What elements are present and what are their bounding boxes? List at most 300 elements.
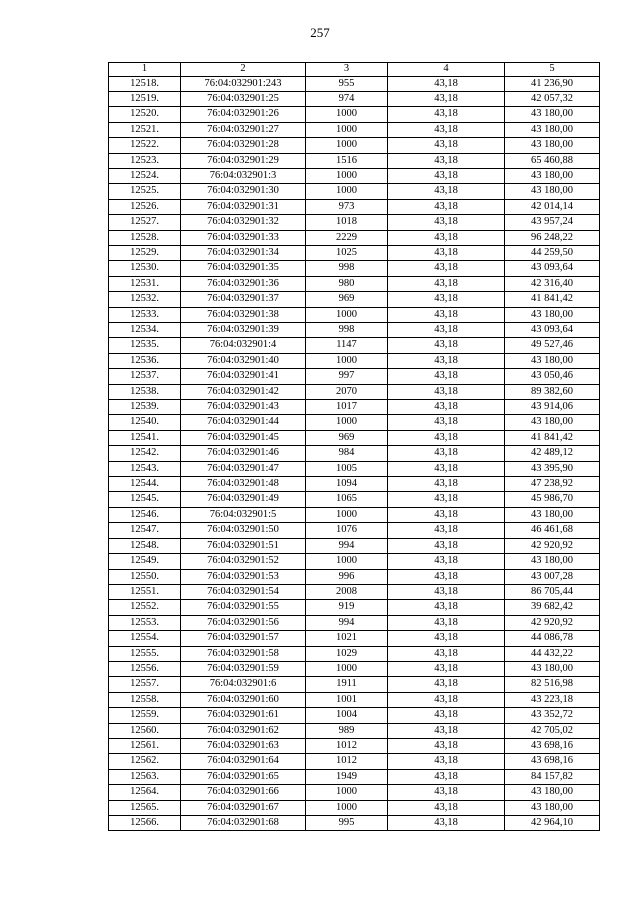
area-cell: 1000 [306,307,388,322]
amount-cell: 43 180,00 [505,184,600,199]
amount-cell: 43 180,00 [505,122,600,137]
table-row [109,338,600,353]
area-cell: 2229 [306,230,388,245]
cadastral-number-cell: 76:04:032901:34 [181,245,306,260]
row-number-cell: 12518. [109,76,181,91]
table-row [109,446,600,461]
amount-cell: 43 180,00 [505,507,600,522]
row-number-cell: 12554. [109,631,181,646]
cadastral-number-cell: 76:04:032901:60 [181,692,306,707]
cadastral-number-cell: 76:04:032901:25 [181,91,306,106]
cadastral-number-cell: 76:04:032901:42 [181,384,306,399]
amount-cell: 42 705,02 [505,723,600,738]
area-cell: 1094 [306,477,388,492]
rate-cell: 43,18 [388,584,505,599]
row-number-cell: 12531. [109,276,181,291]
cadastral-number-cell: 76:04:032901:62 [181,723,306,738]
rate-cell: 43,18 [388,631,505,646]
table-row [109,430,600,445]
table-row [109,215,600,230]
rate-cell: 43,18 [388,415,505,430]
amount-cell: 42 920,92 [505,615,600,630]
table-row [109,492,600,507]
table-row [109,523,600,538]
cadastral-number-cell: 76:04:032901:52 [181,554,306,569]
rate-cell: 43,18 [388,107,505,122]
row-number-cell: 12563. [109,769,181,784]
area-cell: 1000 [306,122,388,137]
area-cell: 989 [306,723,388,738]
row-number-cell: 12547. [109,523,181,538]
area-cell: 1516 [306,153,388,168]
cadastral-number-cell: 76:04:032901:63 [181,738,306,753]
amount-cell: 43 093,64 [505,261,600,276]
column-header: 1 [109,63,181,77]
cadastral-number-cell: 76:04:032901:35 [181,261,306,276]
cadastral-number-cell: 76:04:032901:51 [181,538,306,553]
cadastral-number-cell: 76:04:032901:54 [181,584,306,599]
table-row [109,631,600,646]
table-row [109,307,600,322]
rate-cell: 43,18 [388,816,505,831]
table-row [109,400,600,415]
table-row [109,122,600,137]
area-cell: 980 [306,276,388,291]
row-number-cell: 12562. [109,754,181,769]
amount-cell: 43 914,06 [505,400,600,415]
cadastral-number-cell: 76:04:032901:59 [181,661,306,676]
rate-cell: 43,18 [388,307,505,322]
table-row [109,168,600,183]
area-cell: 1005 [306,461,388,476]
rate-cell: 43,18 [388,723,505,738]
rate-cell: 43,18 [388,554,505,569]
rate-cell: 43,18 [388,692,505,707]
rate-cell: 43,18 [388,430,505,445]
cadastral-number-cell: 76:04:032901:28 [181,138,306,153]
table-row [109,661,600,676]
table-row [109,230,600,245]
rate-cell: 43,18 [388,353,505,368]
table-row [109,76,600,91]
rate-cell: 43,18 [388,369,505,384]
area-cell: 1000 [306,107,388,122]
rate-cell: 43,18 [388,677,505,692]
row-number-cell: 12538. [109,384,181,399]
rate-cell: 43,18 [388,199,505,214]
amount-cell: 47 238,92 [505,477,600,492]
area-cell: 1000 [306,168,388,183]
rate-cell: 43,18 [388,446,505,461]
area-cell: 1147 [306,338,388,353]
area-cell: 1000 [306,138,388,153]
area-cell: 973 [306,199,388,214]
area-cell: 1000 [306,507,388,522]
table-row [109,738,600,753]
row-number-cell: 12539. [109,400,181,415]
area-cell: 996 [306,569,388,584]
amount-cell: 42 057,32 [505,91,600,106]
row-number-cell: 12566. [109,816,181,831]
cadastral-number-cell: 76:04:032901:68 [181,816,306,831]
amount-cell: 43 180,00 [505,554,600,569]
area-cell: 997 [306,369,388,384]
table-row [109,353,600,368]
area-cell: 995 [306,816,388,831]
rate-cell: 43,18 [388,153,505,168]
table-row [109,153,600,168]
amount-cell: 89 382,60 [505,384,600,399]
table-row [109,816,600,831]
rate-cell: 43,18 [388,600,505,615]
amount-cell: 43 698,16 [505,738,600,753]
area-cell: 1000 [306,800,388,815]
area-cell: 2070 [306,384,388,399]
amount-cell: 43 093,64 [505,323,600,338]
amount-cell: 39 682,42 [505,600,600,615]
amount-cell: 44 086,78 [505,631,600,646]
table-header-row [109,63,600,77]
area-cell: 1000 [306,554,388,569]
cadastral-number-cell: 76:04:032901:27 [181,122,306,137]
area-cell: 1949 [306,769,388,784]
table-row [109,91,600,106]
area-cell: 998 [306,323,388,338]
row-number-cell: 12540. [109,415,181,430]
cadastral-number-cell: 76:04:032901:50 [181,523,306,538]
rate-cell: 43,18 [388,492,505,507]
table-row [109,615,600,630]
row-number-cell: 12565. [109,800,181,815]
page-number: 257 [310,25,330,40]
row-number-cell: 12520. [109,107,181,122]
cadastral-number-cell: 76:04:032901:45 [181,430,306,445]
cadastral-number-cell: 76:04:032901:48 [181,477,306,492]
table-row [109,538,600,553]
rate-cell: 43,18 [388,538,505,553]
area-cell: 984 [306,446,388,461]
cadastral-number-cell: 76:04:032901:39 [181,323,306,338]
row-number-cell: 12522. [109,138,181,153]
amount-cell: 46 461,68 [505,523,600,538]
cadastral-number-cell: 76:04:032901:30 [181,184,306,199]
row-number-cell: 12551. [109,584,181,599]
cadastral-number-cell: 76:04:032901:46 [181,446,306,461]
cadastral-number-cell: 76:04:032901:6 [181,677,306,692]
row-number-cell: 12549. [109,554,181,569]
rate-cell: 43,18 [388,738,505,753]
table-row [109,199,600,214]
row-number-cell: 12535. [109,338,181,353]
amount-cell: 41 841,42 [505,430,600,445]
amount-cell: 43 180,00 [505,107,600,122]
area-cell: 1004 [306,708,388,723]
cadastral-number-cell: 76:04:032901:43 [181,400,306,415]
rate-cell: 43,18 [388,569,505,584]
cadastral-number-cell: 76:04:032901:47 [181,461,306,476]
rate-cell: 43,18 [388,769,505,784]
cadastral-number-cell: 76:04:032901:31 [181,199,306,214]
row-number-cell: 12519. [109,91,181,106]
row-number-cell: 12546. [109,507,181,522]
cadastral-number-cell: 76:04:032901:26 [181,107,306,122]
area-cell: 2008 [306,584,388,599]
rate-cell: 43,18 [388,138,505,153]
amount-cell: 49 527,46 [505,338,600,353]
table-row [109,184,600,199]
amount-cell: 43 180,00 [505,800,600,815]
area-cell: 1012 [306,754,388,769]
amount-cell: 42 920,92 [505,538,600,553]
table-row [109,692,600,707]
amount-cell: 65 460,88 [505,153,600,168]
area-cell: 1029 [306,646,388,661]
rate-cell: 43,18 [388,384,505,399]
data-table [108,62,600,831]
area-cell: 1012 [306,738,388,753]
table-row [109,323,600,338]
amount-cell: 96 248,22 [505,230,600,245]
amount-cell: 43 957,24 [505,215,600,230]
table-row [109,708,600,723]
rate-cell: 43,18 [388,338,505,353]
area-cell: 994 [306,538,388,553]
table-row [109,785,600,800]
table-row [109,723,600,738]
row-number-cell: 12530. [109,261,181,276]
row-number-cell: 12533. [109,307,181,322]
area-cell: 1000 [306,415,388,430]
table-row [109,276,600,291]
row-number-cell: 12543. [109,461,181,476]
amount-cell: 45 986,70 [505,492,600,507]
row-number-cell: 12532. [109,292,181,307]
table-row [109,677,600,692]
area-cell: 1025 [306,245,388,260]
cadastral-number-cell: 76:04:032901:49 [181,492,306,507]
row-number-cell: 12555. [109,646,181,661]
area-cell: 1021 [306,631,388,646]
cadastral-number-cell: 76:04:032901:58 [181,646,306,661]
row-number-cell: 12525. [109,184,181,199]
amount-cell: 43 180,00 [505,661,600,676]
rate-cell: 43,18 [388,323,505,338]
amount-cell: 43 395,90 [505,461,600,476]
rate-cell: 43,18 [388,615,505,630]
table-row [109,507,600,522]
row-number-cell: 12524. [109,168,181,183]
column-header: 3 [306,63,388,77]
area-cell: 1018 [306,215,388,230]
cadastral-number-cell: 76:04:032901:65 [181,769,306,784]
amount-cell: 43 180,00 [505,353,600,368]
table-row [109,600,600,615]
cadastral-number-cell: 76:04:032901:41 [181,369,306,384]
amount-cell: 42 489,12 [505,446,600,461]
cadastral-number-cell: 76:04:032901:64 [181,754,306,769]
row-number-cell: 12542. [109,446,181,461]
row-number-cell: 12534. [109,323,181,338]
rate-cell: 43,18 [388,754,505,769]
amount-cell: 43 050,46 [505,369,600,384]
area-cell: 969 [306,430,388,445]
row-number-cell: 12528. [109,230,181,245]
cadastral-number-cell: 76:04:032901:29 [181,153,306,168]
row-number-cell: 12537. [109,369,181,384]
table-row [109,769,600,784]
rate-cell: 43,18 [388,477,505,492]
amount-cell: 43 180,00 [505,785,600,800]
area-cell: 1000 [306,785,388,800]
amount-cell: 43 180,00 [505,307,600,322]
cadastral-number-cell: 76:04:032901:32 [181,215,306,230]
row-number-cell: 12550. [109,569,181,584]
table-row [109,245,600,260]
row-number-cell: 12557. [109,677,181,692]
table-row [109,569,600,584]
row-number-cell: 12521. [109,122,181,137]
rate-cell: 43,18 [388,184,505,199]
table-row [109,461,600,476]
area-cell: 955 [306,76,388,91]
row-number-cell: 12561. [109,738,181,753]
column-header: 5 [505,63,600,77]
area-cell: 1017 [306,400,388,415]
table-row [109,138,600,153]
row-number-cell: 12541. [109,430,181,445]
amount-cell: 43 007,28 [505,569,600,584]
rate-cell: 43,18 [388,507,505,522]
table-row [109,384,600,399]
cadastral-number-cell: 76:04:032901:57 [181,631,306,646]
rate-cell: 43,18 [388,276,505,291]
area-cell: 1911 [306,677,388,692]
area-cell: 1000 [306,184,388,199]
area-cell: 1065 [306,492,388,507]
row-number-cell: 12527. [109,215,181,230]
row-number-cell: 12526. [109,199,181,214]
row-number-cell: 12545. [109,492,181,507]
cadastral-number-cell: 76:04:032901:5 [181,507,306,522]
rate-cell: 43,18 [388,215,505,230]
rate-cell: 43,18 [388,661,505,676]
table-row [109,554,600,569]
area-cell: 969 [306,292,388,307]
column-header: 2 [181,63,306,77]
row-number-cell: 12544. [109,477,181,492]
cadastral-number-cell: 76:04:032901:61 [181,708,306,723]
table-row [109,646,600,661]
row-number-cell: 12523. [109,153,181,168]
rate-cell: 43,18 [388,708,505,723]
amount-cell: 82 516,98 [505,677,600,692]
table-row [109,800,600,815]
table-row [109,415,600,430]
cadastral-number-cell: 76:04:032901:243 [181,76,306,91]
amount-cell: 41 841,42 [505,292,600,307]
row-number-cell: 12558. [109,692,181,707]
cadastral-number-cell: 76:04:032901:56 [181,615,306,630]
rate-cell: 43,18 [388,76,505,91]
amount-cell: 43 352,72 [505,708,600,723]
amount-cell: 86 705,44 [505,584,600,599]
cadastral-number-cell: 76:04:032901:66 [181,785,306,800]
rate-cell: 43,18 [388,461,505,476]
area-cell: 1000 [306,353,388,368]
amount-cell: 43 180,00 [505,138,600,153]
amount-cell: 44 259,50 [505,245,600,260]
amount-cell: 84 157,82 [505,769,600,784]
cadastral-number-cell: 76:04:032901:55 [181,600,306,615]
column-header: 4 [388,63,505,77]
rate-cell: 43,18 [388,230,505,245]
area-cell: 1001 [306,692,388,707]
rate-cell: 43,18 [388,292,505,307]
cadastral-number-cell: 76:04:032901:3 [181,168,306,183]
rate-cell: 43,18 [388,800,505,815]
cadastral-number-cell: 76:04:032901:67 [181,800,306,815]
table-row [109,261,600,276]
table-row [109,754,600,769]
cadastral-number-cell: 76:04:032901:40 [181,353,306,368]
rate-cell: 43,18 [388,400,505,415]
cadastral-number-cell: 76:04:032901:38 [181,307,306,322]
rate-cell: 43,18 [388,122,505,137]
table-row [109,107,600,122]
row-number-cell: 12536. [109,353,181,368]
table-row [109,292,600,307]
area-cell: 1076 [306,523,388,538]
cadastral-number-cell: 76:04:032901:44 [181,415,306,430]
area-cell: 994 [306,615,388,630]
amount-cell: 42 316,40 [505,276,600,291]
amount-cell: 42 014,14 [505,199,600,214]
area-cell: 919 [306,600,388,615]
cadastral-number-cell: 76:04:032901:36 [181,276,306,291]
amount-cell: 42 964,10 [505,816,600,831]
rate-cell: 43,18 [388,261,505,276]
rate-cell: 43,18 [388,168,505,183]
amount-cell: 43 223,18 [505,692,600,707]
rate-cell: 43,18 [388,785,505,800]
area-cell: 998 [306,261,388,276]
row-number-cell: 12564. [109,785,181,800]
amount-cell: 43 698,16 [505,754,600,769]
row-number-cell: 12548. [109,538,181,553]
rate-cell: 43,18 [388,646,505,661]
rate-cell: 43,18 [388,523,505,538]
table-row [109,369,600,384]
row-number-cell: 12552. [109,600,181,615]
table-row [109,477,600,492]
amount-cell: 43 180,00 [505,168,600,183]
area-cell: 1000 [306,661,388,676]
row-number-cell: 12529. [109,245,181,260]
table-body [109,76,600,831]
rate-cell: 43,18 [388,91,505,106]
cadastral-number-cell: 76:04:032901:53 [181,569,306,584]
row-number-cell: 12556. [109,661,181,676]
area-cell: 974 [306,91,388,106]
row-number-cell: 12559. [109,708,181,723]
row-number-cell: 12553. [109,615,181,630]
amount-cell: 41 236,90 [505,76,600,91]
row-number-cell: 12560. [109,723,181,738]
amount-cell: 43 180,00 [505,415,600,430]
cadastral-number-cell: 76:04:032901:37 [181,292,306,307]
cadastral-number-cell: 76:04:032901:33 [181,230,306,245]
amount-cell: 44 432,22 [505,646,600,661]
